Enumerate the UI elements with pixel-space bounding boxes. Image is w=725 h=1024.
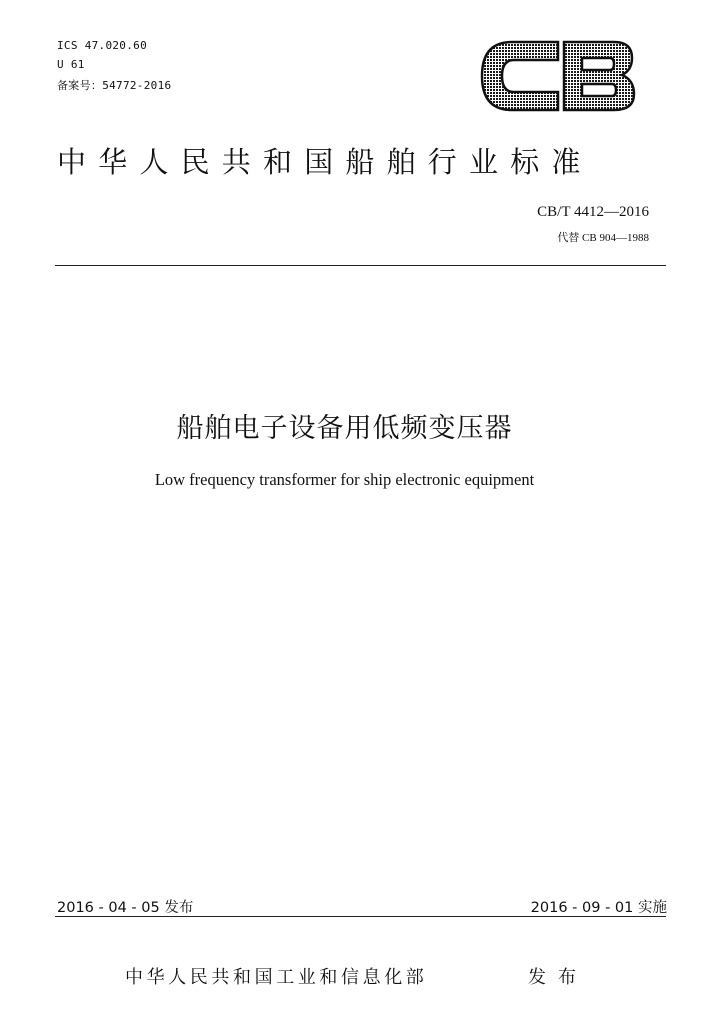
document-title-chinese: 船舶电子设备用低频变压器	[176, 413, 513, 444]
implementation-date: 2016 - 09 - 01 实施	[530, 900, 667, 916]
classification-code: U 61	[57, 58, 85, 71]
standard-category-title: 中华人民共和国船舶行业标准	[57, 145, 593, 179]
footer-divider	[55, 916, 666, 917]
issue-date: 2016 - 04 - 05 发布	[57, 900, 194, 916]
publisher-name: 中华人民共和国工业和信息化部	[125, 967, 428, 988]
record-number: 备案号：54772-2016	[57, 79, 172, 92]
replaces-standard: 代替 CB 904—1988	[557, 232, 649, 244]
standard-code: CB/T 4412—2016	[537, 204, 649, 220]
cb-logo	[478, 38, 636, 114]
publish-label: 发布	[528, 967, 588, 988]
ics-code: ICS 47.020.60	[57, 39, 147, 52]
header-divider	[55, 265, 666, 266]
document-title-english: Low frequency transformer for ship electronic equipment	[154, 470, 535, 489]
